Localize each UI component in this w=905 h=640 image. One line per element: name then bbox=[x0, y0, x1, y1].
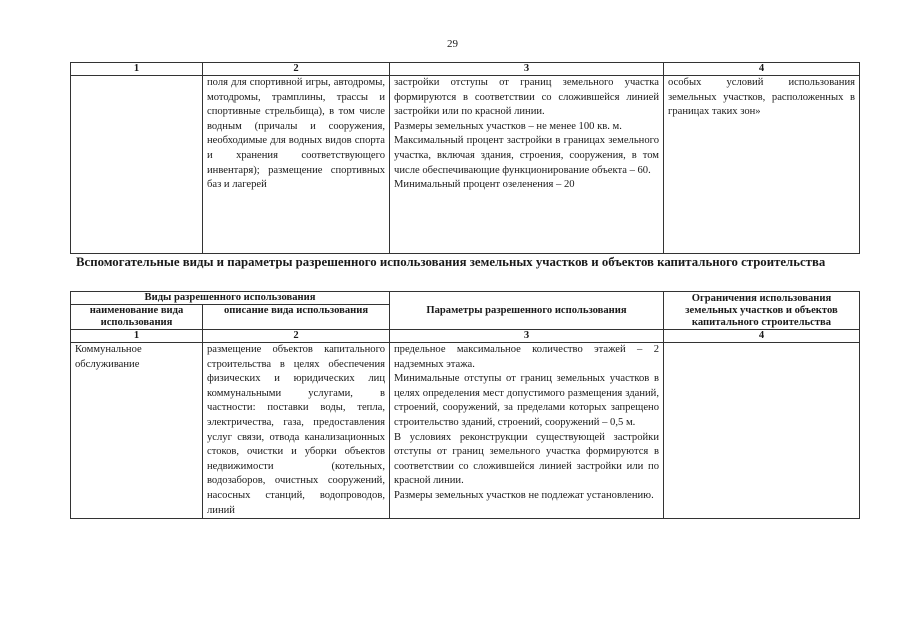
parameter-paragraph: предельное максимальное количество этажей – 2 надземных этажа. bbox=[394, 344, 659, 370]
column-number: 3 bbox=[390, 330, 664, 343]
column-number: 4 bbox=[664, 63, 860, 76]
restrictions-cell bbox=[664, 343, 860, 519]
header-row bbox=[71, 292, 860, 305]
table-row bbox=[71, 343, 860, 519]
usage-name-cell bbox=[71, 76, 203, 254]
usage-types-header: Виды разрешенного использования bbox=[71, 292, 390, 305]
restrictions-cell: особых условий использования земельных участков, расположенных в границах таких зон» bbox=[664, 76, 860, 254]
column-number: 4 bbox=[664, 330, 860, 343]
parameter-paragraph: застройки отступы от границ земельного участка формируются в соответствии со сложившейся линией застройки или по красной линии. bbox=[394, 77, 659, 118]
table-row bbox=[71, 76, 860, 254]
parameter-paragraph: Размеры земельных участков – не менее 100 кв. м. bbox=[394, 120, 622, 132]
parameter-paragraph: Максимальный процент застройки в границах земельного участка, включая здания, строения, сооружения, в том числе обеспечивающие функционирование объекта – 60. bbox=[394, 135, 659, 176]
usage-description-cell: поля для спортивной игры, автодромы, мотодромы, трамплины, трассы и спортивные стрельбища), в том числе водным (причалы и сооружения, необходимые для водных видов спорта и хранения соответствующего инвентаря); размещение спортивных баз и лагерей bbox=[203, 76, 390, 254]
column-number: 1 bbox=[71, 330, 203, 343]
usage-description-header: описание вида использования bbox=[203, 305, 390, 330]
column-number: 1 bbox=[71, 63, 203, 76]
column-number: 3 bbox=[390, 63, 664, 76]
parameters-cell bbox=[390, 343, 664, 519]
column-number: 2 bbox=[203, 330, 390, 343]
usage-name-cell: Коммунальное обслуживание bbox=[71, 343, 203, 519]
parameter-paragraph: Размеры земельных участков не подлежат установлению. bbox=[394, 489, 654, 501]
column-number-row bbox=[71, 330, 860, 343]
usage-description-cell: размещение объектов капитального строительства в целях обеспечения физических и юридических лиц коммунальными услугами, в частности: поставки воды, тепла, электричества, газа, предоставления услуг связи, отвода канализационных стоков, очистки и уборки объектов недвижимости (котельных, водозаборов, очистных сооружений, насосных станций, водопроводов, линий bbox=[203, 343, 390, 519]
page-number: 29 bbox=[447, 38, 458, 50]
parameter-paragraph: Минимальные отступы от границ земельных участков в целях определения мест допустимого размещения зданий, строений, сооружений, за пределами которых запрещено строительство зданий, строений, сооружений – 0,5 м. bbox=[394, 373, 659, 428]
auxiliary-uses-table bbox=[70, 291, 860, 519]
parameter-paragraph: В условиях реконструкции существующей застройки отступы от границ земельного участка формируются в соответствии со сложившейся линией застройки или по красной линии. bbox=[394, 431, 659, 487]
parameter-paragraph: Минимальный процент озеленения – 20 bbox=[394, 179, 575, 191]
column-number: 2 bbox=[203, 63, 390, 76]
parameters-cell bbox=[390, 76, 664, 254]
column-number-row bbox=[71, 63, 860, 76]
usage-name-header: наименование вида использования bbox=[71, 305, 203, 330]
continuation-table bbox=[70, 62, 860, 254]
section-title: Вспомогательные виды и параметры разрешенного использования земельных участков и объектов капитального строительства bbox=[76, 255, 826, 269]
restrictions-header: Ограничения использования земельных участков и объектов капитального строительства bbox=[664, 292, 860, 330]
parameters-header: Параметры разрешенного использования bbox=[390, 292, 664, 330]
